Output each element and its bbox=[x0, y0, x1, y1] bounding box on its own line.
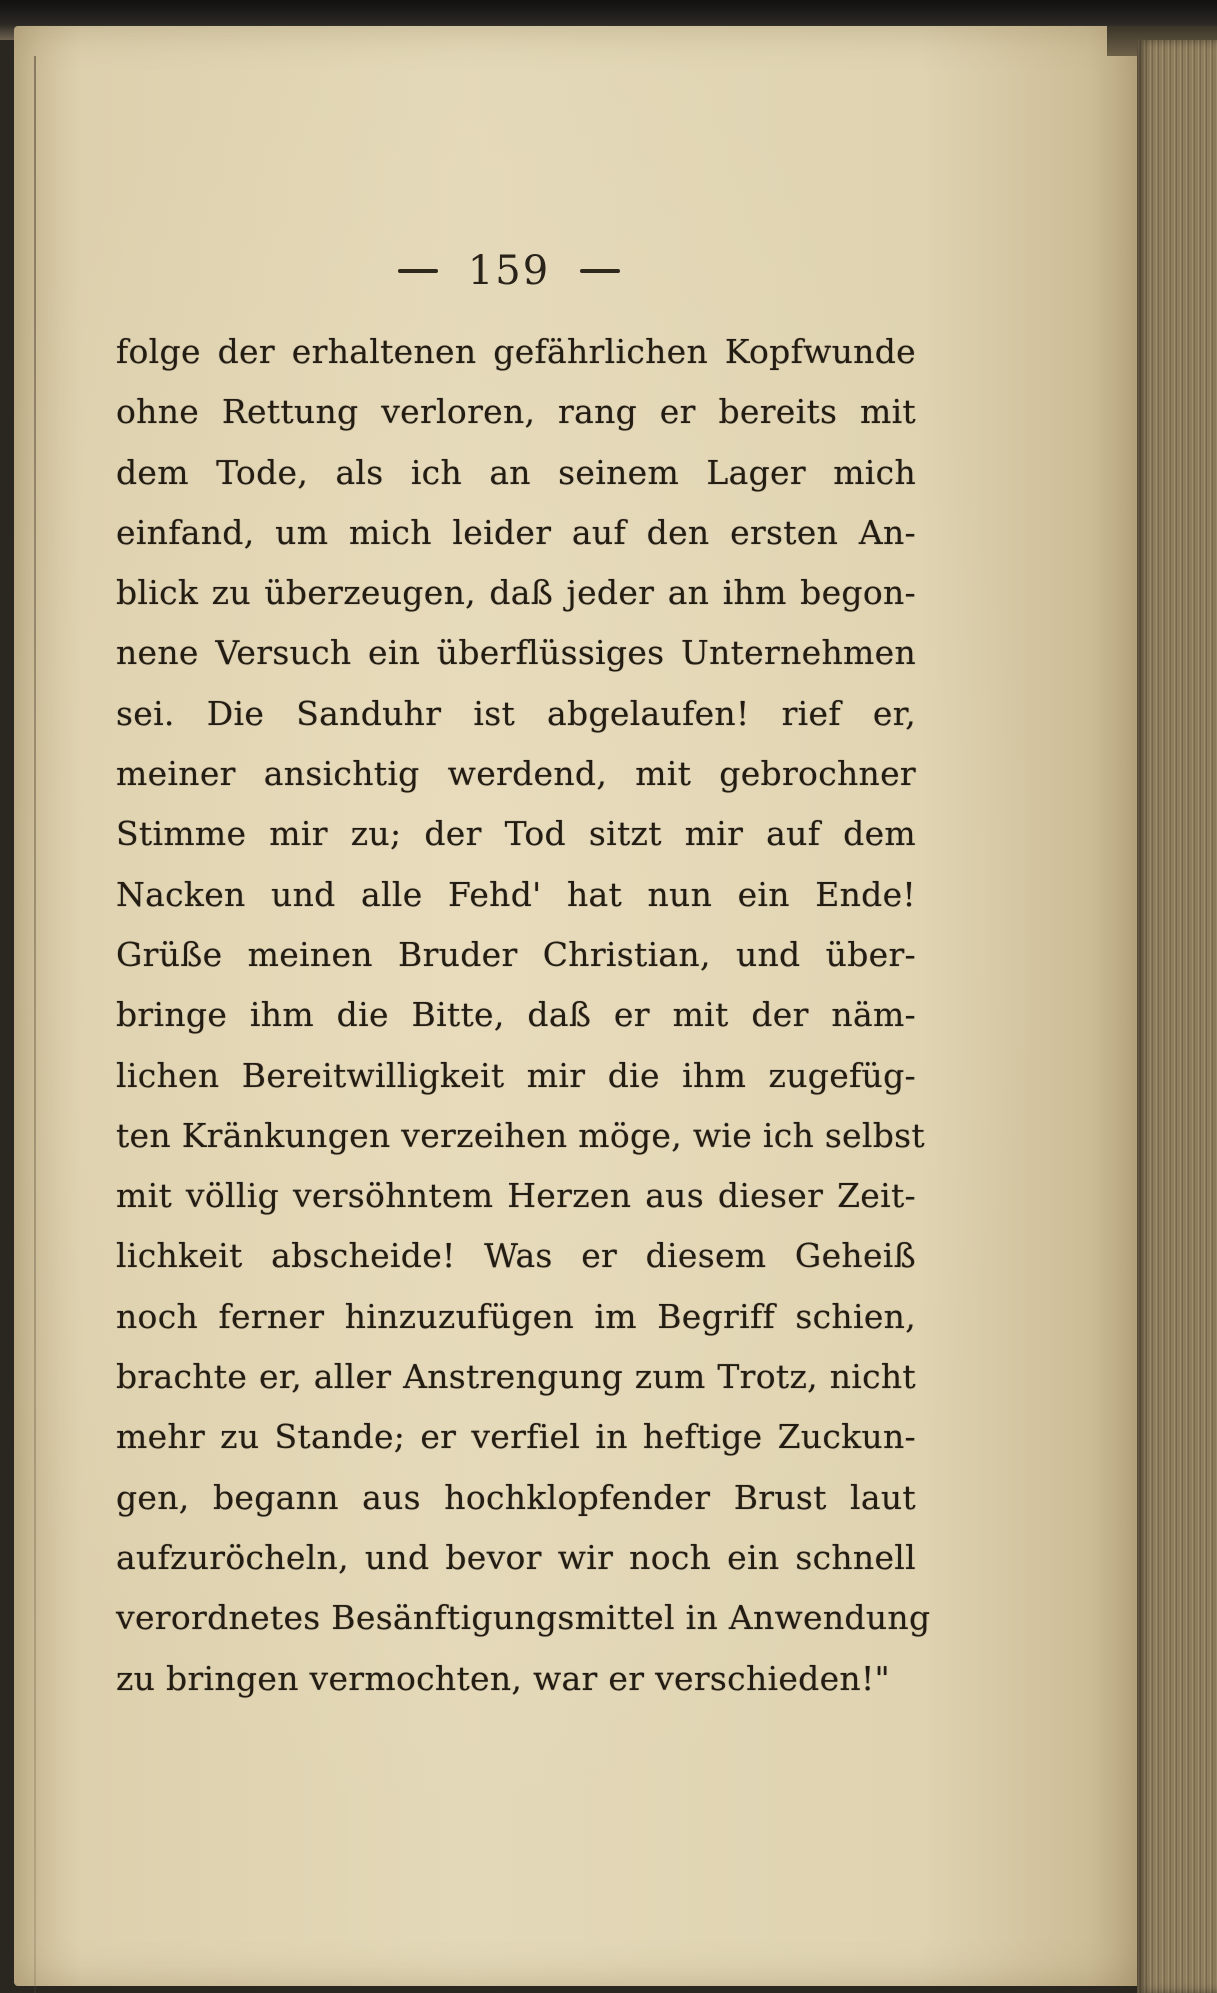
text-line: sei. Die Sanduhr ist abgelaufen! rief er, bbox=[116, 693, 916, 733]
page-number: 159 bbox=[467, 248, 551, 294]
text-line: gen, begann aus hochklopfender Brust laut bbox=[116, 1477, 916, 1517]
page-number-header bbox=[0, 248, 1074, 294]
text-line: dem Tode, als ich an seinem Lager mich bbox=[116, 452, 916, 492]
text-line: Grüße meinen Bruder Christian, und über- bbox=[116, 934, 916, 974]
text-line: Stimme mir zu; der Tod sitzt mir auf dem bbox=[116, 814, 916, 854]
text-line: ten Kränkungen verzeihen möge, wie ich selbst bbox=[116, 1115, 925, 1155]
text-line: mehr zu Stande; er verfiel in heftige Zuckun- bbox=[116, 1417, 916, 1457]
text-line: lichkeit abscheide! Was er diesem Geheiß bbox=[116, 1236, 916, 1276]
text-line: brachte er, aller Anstrengung zum Trotz, nicht bbox=[116, 1357, 916, 1397]
body-text bbox=[116, 322, 931, 1709]
page-stack-edge bbox=[1137, 40, 1217, 1993]
folio-dash-left bbox=[398, 269, 438, 273]
text-line: zu bringen vermochten, war er verschieden!" bbox=[116, 1658, 891, 1698]
text-line: noch ferner hinzuzufügen im Begriff schien, bbox=[116, 1296, 916, 1336]
text-line: Nacken und alle Fehd' hat nun ein Ende! bbox=[116, 874, 916, 914]
text-line: blick zu überzeugen, daß jeder an ihm begon- bbox=[116, 573, 916, 613]
text-line: aufzuröcheln, und bevor wir noch ein schnell bbox=[116, 1537, 916, 1577]
text-line: nene Versuch ein überflüssiges Unternehmen bbox=[116, 633, 916, 673]
page-gutter-line bbox=[34, 56, 36, 1993]
text-line: meiner ansichtig werdend, mit gebrochner bbox=[116, 754, 916, 794]
text-line: einfand, um mich leider auf den ersten An- bbox=[116, 512, 916, 552]
text-line: verordnetes Besänftigungsmittel in Anwendung bbox=[116, 1598, 931, 1638]
text-line: ohne Rettung verloren, rang er bereits mit bbox=[116, 392, 916, 432]
text-line: mit völlig versöhntem Herzen aus dieser Zeit- bbox=[116, 1176, 916, 1216]
folio-dash-right bbox=[580, 269, 620, 273]
text-line: lichen Bereitwilligkeit mir die ihm zugefüg- bbox=[116, 1055, 916, 1095]
text-line: bringe ihm die Bitte, daß er mit der näm- bbox=[116, 995, 916, 1035]
book-page bbox=[14, 26, 1144, 1986]
text-line: folge der erhaltenen gefährlichen Kopfwunde bbox=[116, 332, 916, 371]
